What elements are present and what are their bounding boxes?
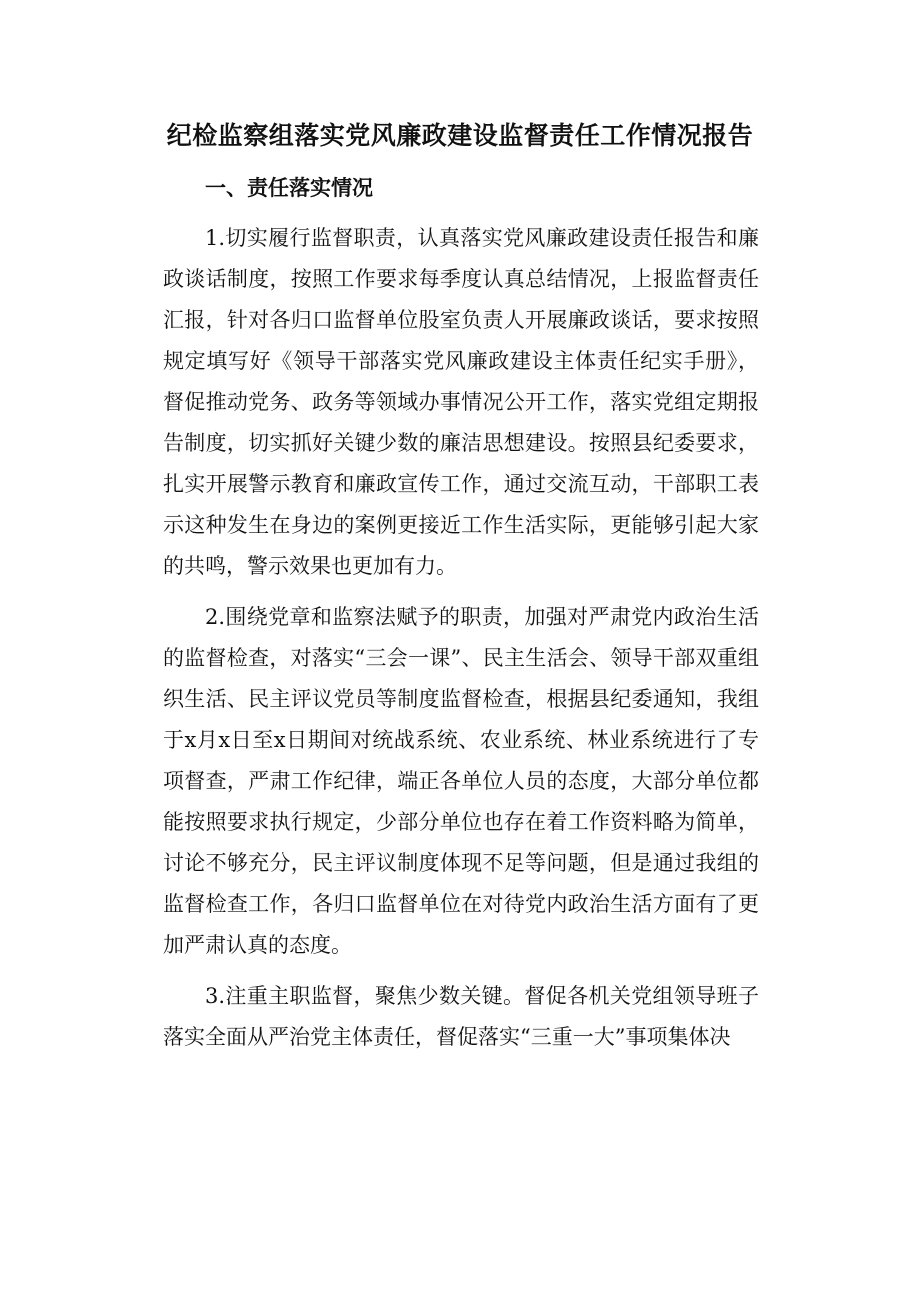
document-title: 纪检监察组落实党风廉政建设监督责任工作情况报告 [166,121,754,150]
section-heading: 一、责任落实情况 [205,175,373,200]
document-body [163,218,759,1068]
paragraph-2: 2.围绕党章和监察法赋予的职责，加强对严肃党内政治生活的监督检查，对落实“三会一课”、民主生活会、领导干部双重组织生活、民主评议党员等制度监督检查，根据县纪委通知，我组于x月x日至x日期间对统战系统、农业系统、林业系统进行了专项督查，严肃工作纪律，端正各单位人员的态度，大部分单位都能按照要求执行规定，少部分单位也存在着工作资料略为简单，讨论不够充分，民主评议制度体现不足等问题，但是通过我组的监督检查工作，各归口监督单位在对待党内政治生活方面有了更加严肃认真的态度。 [163,605,759,957]
paragraph-3: 3.注重主职监督，聚焦少数关键。督促各机关党组领导班子落实全面从严治党主体责任，督促落实“三重一大”事项集体决 [163,984,759,1049]
paragraph-1: 1.切实履行监督职责，认真落实党风廉政建设责任报告和廉政谈话制度，按照工作要求每季度认真总结情况，上报监督责任汇报，针对各归口监督单位股室负责人开展廉政谈话，要求按照规定填写好《领导干部落实党风廉政建设主体责任纪实手册》，督促推动党务、政务等领域办事情况公开工作，落实党组定期报告制度，切实抓好关键少数的廉洁思想建设。按照县纪委要求，扎实开展警示教育和廉政宣传工作，通过交流互动，干部职工表示这种发生在身边的案例更接近工作生活实际，更能够引起大家的共鸣，警示效果也更加有力。 [163,226,759,578]
